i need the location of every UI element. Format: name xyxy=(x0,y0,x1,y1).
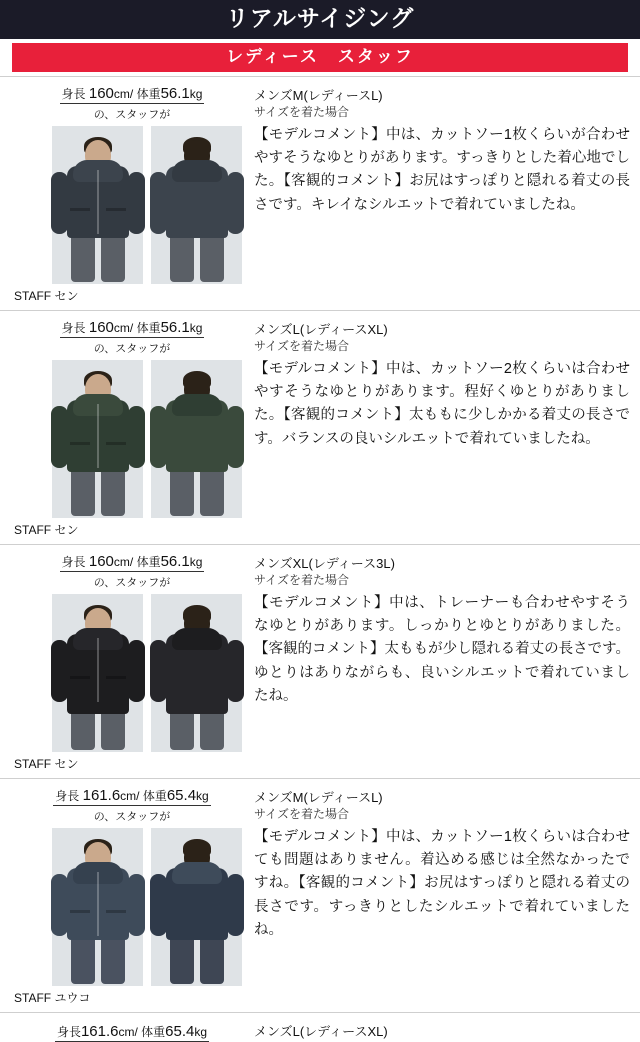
size-label: メンズL(レディースXL) xyxy=(254,321,388,337)
body-metrics-line xyxy=(60,85,205,104)
height-value: 160 xyxy=(88,552,114,570)
height-label: 身長 xyxy=(61,554,86,569)
row-right-column xyxy=(248,553,630,708)
height-value: 160 xyxy=(88,84,114,102)
weight-value: 56.1 xyxy=(160,552,190,570)
model-photo-front xyxy=(52,360,143,518)
weight-value: 56.1 xyxy=(160,318,190,336)
table-row xyxy=(0,77,640,311)
body-metrics xyxy=(12,319,242,356)
size-sublabel: サイズを着た場合 xyxy=(254,807,350,822)
table-row xyxy=(0,545,640,779)
photo-pair xyxy=(12,828,242,986)
body-metrics-line xyxy=(60,319,205,338)
row-left-column xyxy=(12,1021,248,1042)
body-metrics xyxy=(12,1021,242,1042)
metrics-suffix: の、スタッフが xyxy=(93,108,171,121)
metrics-suffix: の、スタッフが xyxy=(93,810,171,823)
model-photo-back xyxy=(151,594,242,752)
size-label: メンズM(レディースL) xyxy=(254,87,383,103)
row-right-column xyxy=(248,319,630,451)
size-comment: 【モデルコメント】中は、トレーナーも合わせやすそうなゆとりがあります。しっかりとゆとりがありました。【客観的コメント】太ももが少し隠れる着丈の長さです。ゆとりはありながらも、良いシルエットで着れていましたね。 xyxy=(254,595,630,704)
body-metrics xyxy=(12,787,242,824)
height-value: 160 xyxy=(88,318,114,336)
weight-unit: kg xyxy=(189,554,203,569)
height-unit: cm xyxy=(113,86,130,101)
row-left-column xyxy=(12,319,248,538)
row-right-column xyxy=(248,787,630,942)
weight-value: 65.4 xyxy=(166,786,197,804)
size-sublabel: サイズを着た場合 xyxy=(254,573,350,588)
weight-value: 56.1 xyxy=(160,84,190,102)
photo-pair xyxy=(12,594,242,752)
size-label: メンズXL(レディース3L) xyxy=(254,555,395,571)
weight-label: / 体重 xyxy=(134,1024,166,1039)
weight-label: / 体重 xyxy=(129,86,161,101)
metrics-suffix: の、スタッフが xyxy=(93,576,171,589)
body-metrics-line xyxy=(55,1023,209,1042)
size-sublabel: サイズを着た場合 xyxy=(254,105,350,120)
size-comment: 【モデルコメント】中は、カットソー1枚くらいは合わせても問題はありません。着込める感じは全然なかったですね。【客観的コメント】お尻はすっぽりと隠れる着丈の長さです。すっきりとしたシルエットで着れていましたね。 xyxy=(254,829,630,938)
subtitle-wrap xyxy=(0,39,640,76)
table-row-partial xyxy=(0,1013,640,1042)
weight-label: / 体重 xyxy=(129,320,161,335)
model-photo-front xyxy=(52,126,143,284)
height-unit: cm xyxy=(118,1024,135,1039)
weight-value: 65.4 xyxy=(165,1022,195,1040)
row-left-column xyxy=(12,553,248,772)
height-label: 身長 xyxy=(61,86,86,101)
body-metrics xyxy=(12,553,242,590)
weight-unit: kg xyxy=(189,320,203,335)
height-value: 161.6 xyxy=(80,1022,119,1040)
weight-label: / 体重 xyxy=(129,554,161,569)
height-value: 161.6 xyxy=(82,786,121,804)
body-metrics xyxy=(12,85,242,122)
photo-pair xyxy=(12,360,242,518)
sizing-rows xyxy=(0,76,640,1042)
height-unit: cm xyxy=(113,320,130,335)
staff-name: STAFF セン xyxy=(14,522,79,537)
table-row xyxy=(0,311,640,545)
model-photo-back xyxy=(151,126,242,284)
model-photo-back xyxy=(151,360,242,518)
height-unit: cm xyxy=(113,554,130,569)
weight-unit: kg xyxy=(189,86,203,101)
weight-unit: kg xyxy=(196,788,209,803)
model-photo-back xyxy=(151,828,242,986)
staff-name: STAFF セン xyxy=(14,288,79,303)
weight-unit: kg xyxy=(194,1024,208,1039)
size-comment: 【モデルコメント】中は、カットソー1枚くらいが合わせやすそうなゆとりがあります。すっきりとした着心地でした。【客観的コメント】お尻はすっぽりと隠れる着丈の長さです。キレイなシルエットで着れていましたね。 xyxy=(254,127,630,213)
table-row xyxy=(0,779,640,1013)
size-label: メンズL(レディースXL) xyxy=(254,1023,388,1039)
model-photo-front xyxy=(52,594,143,752)
row-left-column xyxy=(12,85,248,304)
size-comment: 【モデルコメント】中は、カットソー2枚くらいは合わせやすそうなゆとりがあります。程好くゆとりがありました。【客観的コメント】太ももに少しかかる着丈の長さです。バランスの良いシルエットで着れていましたね。 xyxy=(254,361,630,447)
height-label: 身長 xyxy=(61,320,86,335)
page-subtitle: レディース スタッフ xyxy=(12,43,628,72)
size-label: メンズM(レディースL) xyxy=(254,789,383,805)
height-label: 身長 xyxy=(55,788,80,803)
body-metrics-line xyxy=(53,787,210,806)
staff-name: STAFF ユウコ xyxy=(14,990,91,1005)
metrics-suffix: の、スタッフが xyxy=(93,342,171,355)
row-left-column xyxy=(12,787,248,1006)
size-sublabel: サイズを着た場合 xyxy=(254,339,350,354)
staff-name: STAFF セン xyxy=(14,756,79,771)
row-right-column xyxy=(248,85,630,217)
page-title: リアルサイジング xyxy=(0,0,640,39)
height-unit: cm xyxy=(120,788,137,803)
row-right-column xyxy=(248,1021,630,1041)
photo-pair xyxy=(12,126,242,284)
weight-label: / 体重 xyxy=(136,788,167,803)
model-photo-front xyxy=(52,828,143,986)
height-label: 身長 xyxy=(56,1024,81,1039)
body-metrics-line xyxy=(60,553,205,572)
